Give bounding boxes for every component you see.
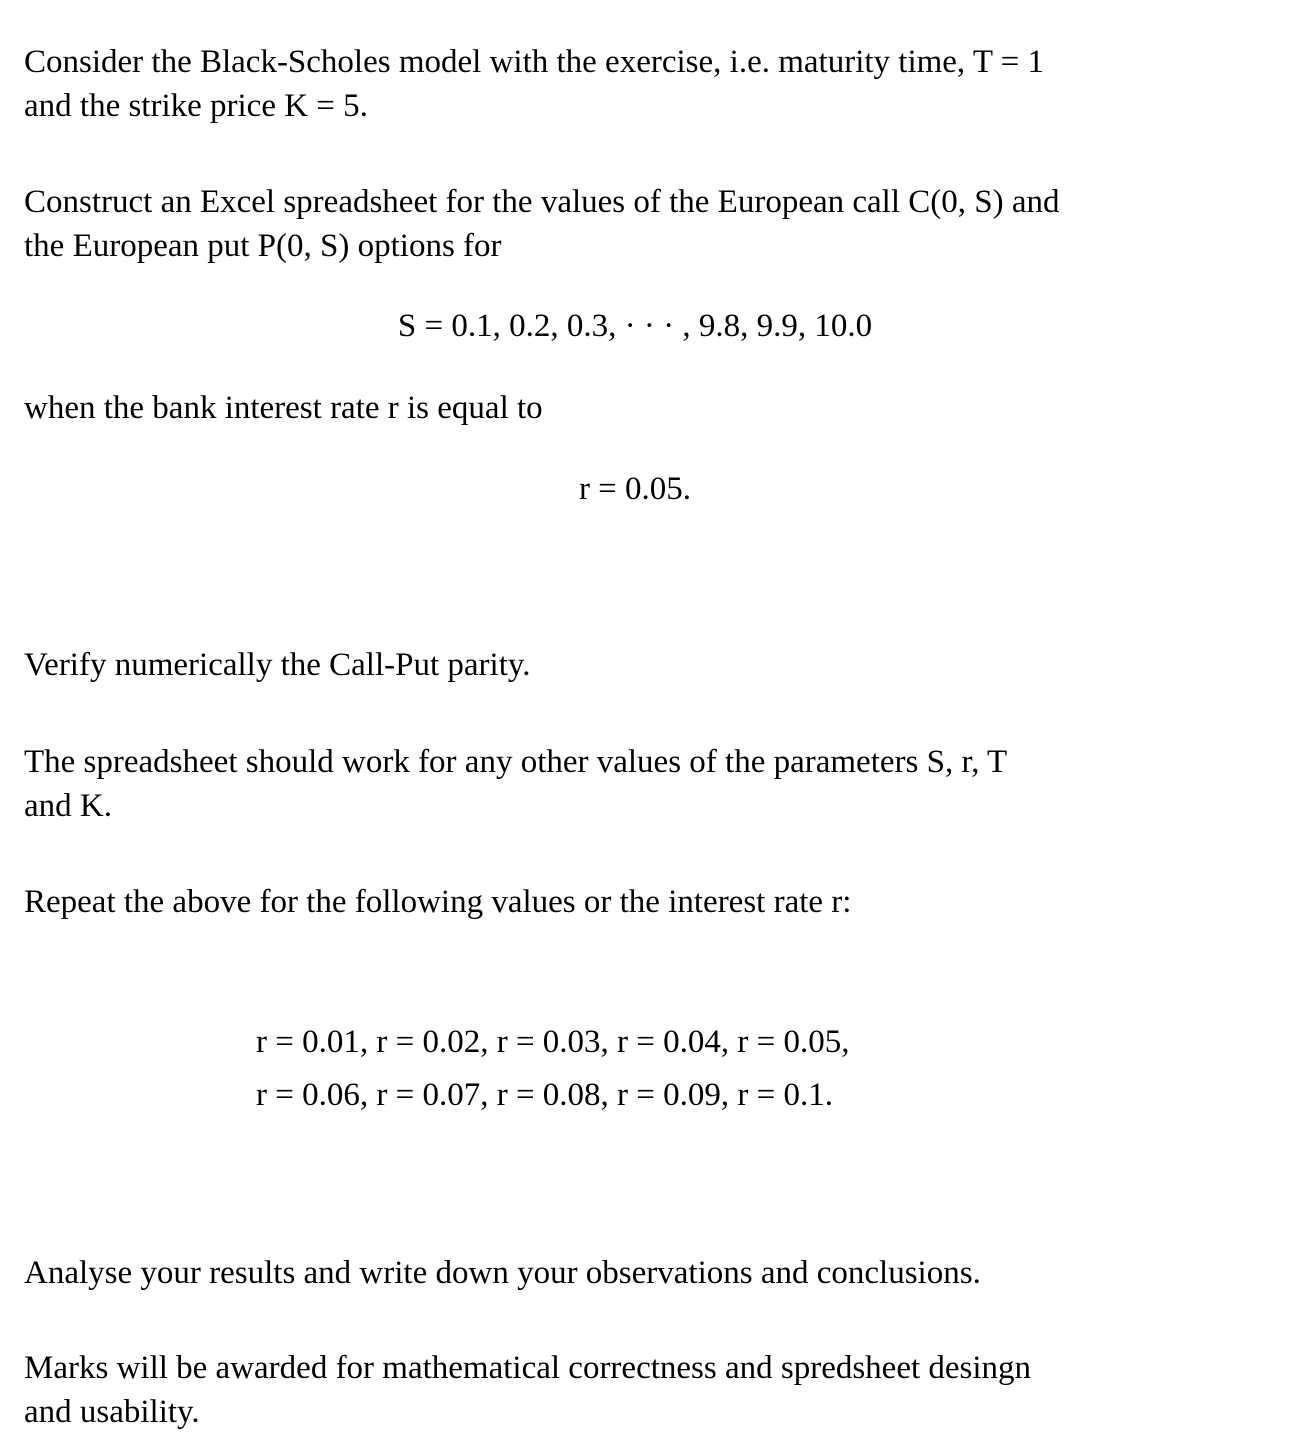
paragraph-intro-line-2: and the strike price K = 5. (24, 88, 368, 124)
paragraph-marks (24, 1346, 1246, 1434)
equation-r-list-line-1: r = 0.01, r = 0.02, r = 0.03, r = 0.04, r = 0.05, (256, 1024, 850, 1060)
paragraph-intro-line-1: Consider the Black-Scholes model with the exercise, i.e. maturity time, T = 1 (24, 44, 1045, 80)
paragraph-spreadsheet-general-line-1: The spreadsheet should work for any other values of the parameters S, r, T (24, 744, 1008, 780)
paragraph-repeat: Repeat the above for the following values or the interest rate r: (24, 884, 852, 920)
paragraph-verify-parity: Verify numerically the Call-Put parity. (24, 647, 531, 683)
paragraph-interest-rate: when the bank interest rate r is equal to (24, 390, 543, 426)
paragraph-analyse: Analyse your results and write down your observations and conclusions. (24, 1255, 981, 1291)
paragraph-intro (24, 40, 1246, 128)
equation-s-values: S = 0.1, 0.2, 0.3, · · · , 9.8, 9.9, 10.0 (397, 308, 873, 344)
paragraph-construct (24, 180, 1246, 268)
equation-r-value: r = 0.05. (578, 471, 692, 507)
equation-r-list-line-2: r = 0.06, r = 0.07, r = 0.08, r = 0.09, r = 0.1. (256, 1077, 834, 1113)
paragraph-marks-line-1: Marks will be awarded for mathematical correctness and spredsheet desingn (24, 1350, 1032, 1386)
paragraph-marks-line-2: and usability. (24, 1394, 200, 1430)
paragraph-spreadsheet-general-line-2: and K. (24, 788, 112, 824)
paragraph-construct-line-2: the European put P(0, S) options for (24, 228, 502, 264)
paragraph-spreadsheet-general (24, 740, 1246, 828)
paragraph-construct-line-1: Construct an Excel spreadsheet for the values of the European call C(0, S) and (24, 184, 1060, 220)
